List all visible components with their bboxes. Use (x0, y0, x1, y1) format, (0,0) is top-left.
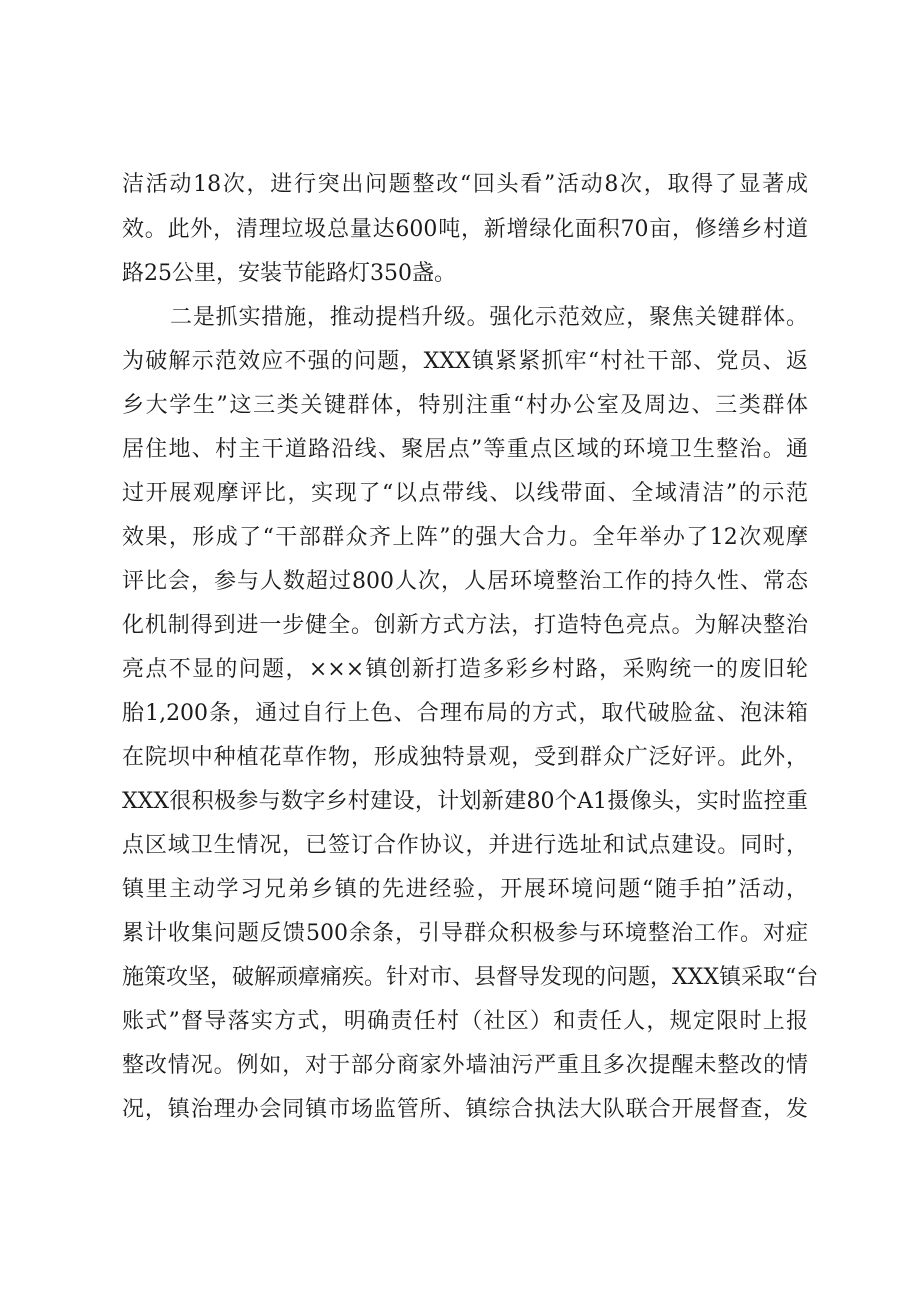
text-line: 化机制得到进一步健全。创新方式方法，打造特色亮点。为解决整治 (122, 613, 808, 638)
text-line: 镇里主动学习兄弟乡镇的先进经验，开展环境问题“随手拍”活动， (122, 877, 808, 902)
text-line: 累计收集问题反馈500余条，引导群众积极参与环境整治工作。对症 (122, 921, 808, 946)
text-line: 过开展观摩评比，实现了“以点带线、以线带面、全域清洁”的示范 (122, 481, 808, 506)
text-line: 评比会，参与人数超过800人次，人居环境整治工作的持久性、常态 (122, 569, 808, 594)
text-line: 洁活动18次，进行突出问题整改“回头看”活动8次，取得了显著成 (122, 172, 808, 197)
text-line: 点区域卫生情况，已签订合作协议，并进行选址和试点建设。同时， (122, 833, 808, 858)
text-line: 况，镇治理办会同镇市场监管所、镇综合执法大队联合开展督查，发 (122, 1097, 808, 1122)
text-line: 路25公里，安装节能路灯350盏。 (122, 261, 456, 286)
text-line: 施策攻坚，破解顽瘴痛疾。针对市、县督导发现的问题，XXX镇采取“台 (122, 965, 819, 990)
text-line: 在院坝中种植花草作物，形成独特景观，受到群众广泛好评。此外， (122, 745, 808, 770)
text-line: 效。此外，清理垃圾总量达600吨，新增绿化面积70亩，修缮乡村道 (122, 217, 808, 242)
text-line: 账式”督导落实方式，明确责任村（社区）和责任人，规定限时上报 (122, 1009, 808, 1034)
text-line: 整改情况。例如，对于部分商家外墙油污严重且多次提醒未整改的情 (122, 1053, 808, 1078)
text-line: 胎1,200条，通过自行上色、合理布局的方式，取代破脸盆、泡沫箱 (122, 701, 808, 726)
text-line: 居住地、村主干道路沿线、聚居点”等重点区域的环境卫生整治。通 (122, 437, 808, 462)
text-line: 为破解示范效应不强的问题，XXX镇紧紧抓牢“村社干部、党员、返 (122, 349, 808, 374)
text-line: 乡大学生”这三类关键群体，特别注重“村办公室及周边、三类群体 (122, 393, 808, 418)
paragraph-start-line: 二是抓实措施，推动提档升级。强化示范效应，聚焦关键群体。 (170, 305, 808, 330)
text-line: XXX很积极参与数字乡村建设，计划新建80个A1摄像头，实时监控重 (122, 789, 808, 814)
text-line: 亮点不显的问题，×××镇创新打造多彩乡村路，采购统一的废旧轮 (122, 657, 808, 682)
text-line: 效果，形成了“干部群众齐上阵”的强大合力。全年举办了12次观摩 (122, 525, 808, 550)
